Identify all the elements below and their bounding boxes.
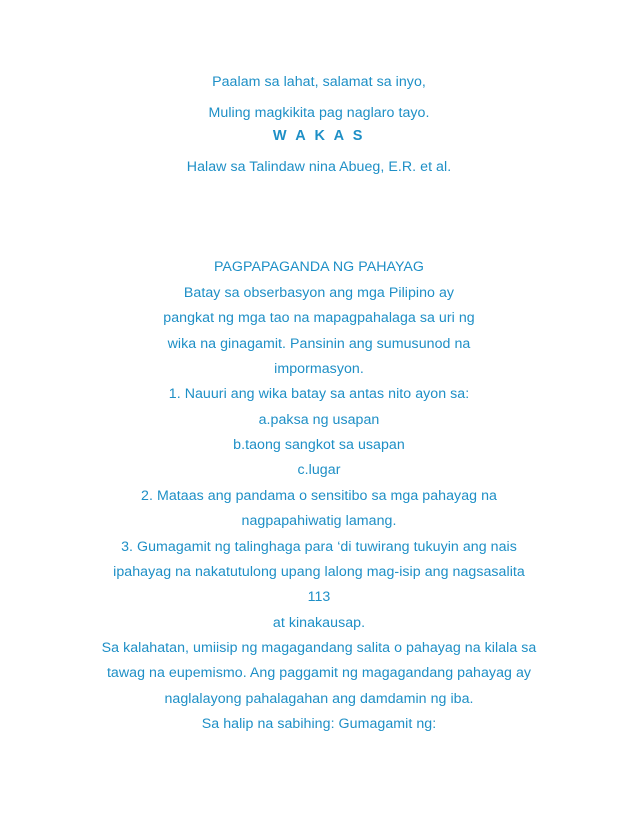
text-line: impormasyon. (274, 361, 364, 377)
text-line: Sa halip na sabihing: Gumagamit ng: (201, 716, 437, 732)
text-line: naglalayong pahalagahan ang damdamin ng iba. (164, 691, 474, 707)
verse-line: Muling magkikita pag naglaro tayo. (208, 105, 430, 121)
text-line: at kinakausap. (272, 615, 366, 631)
text-line: b.taong sangkot sa usapan (233, 437, 405, 453)
text-line: ipahayag na nakatutulong upang lalong mag-isip ang nagsasalita (113, 564, 525, 580)
page-number: 113 (307, 589, 331, 605)
text-line: pangkat ng mga tao na mapagpahalaga sa uri ng (163, 310, 475, 326)
text-line: 3. Gumagamit ng talinghaga para ‘di tuwirang tukuyin ang nais (121, 539, 517, 555)
verse-line: Paalam sa lahat, salamat sa inyo, (212, 74, 426, 90)
text-line: wika na ginagamit. Pansinin ang sumusunod na (167, 336, 471, 352)
text-line: Sa kalahatan, umiisip ng magagandang salita o pahayag na kilala sa (101, 640, 537, 656)
source-citation: Halaw sa Talindaw nina Abueg, E.R. et al. (186, 159, 452, 175)
text-line: Batay sa obserbasyon ang mga Pilipino ay (183, 285, 455, 301)
text-line: c.lugar (297, 462, 341, 478)
text-line: tawag na eupemismo. Ang paggamit ng magagandang pahayag ay (106, 665, 532, 681)
text-line: nagpapahiwatig lamang. (241, 513, 397, 529)
wakas-heading: W A K A S (272, 128, 366, 144)
text-line: 2. Mataas ang pandama o sensitibo sa mga pahayag na (141, 488, 497, 504)
section-title: PAGPAPAGANDA NG PAHAYAG (213, 259, 425, 275)
text-line: 1. Nauuri ang wika batay sa antas nito ayon sa: (168, 386, 470, 402)
text-line: a.paksa ng usapan (258, 412, 380, 428)
